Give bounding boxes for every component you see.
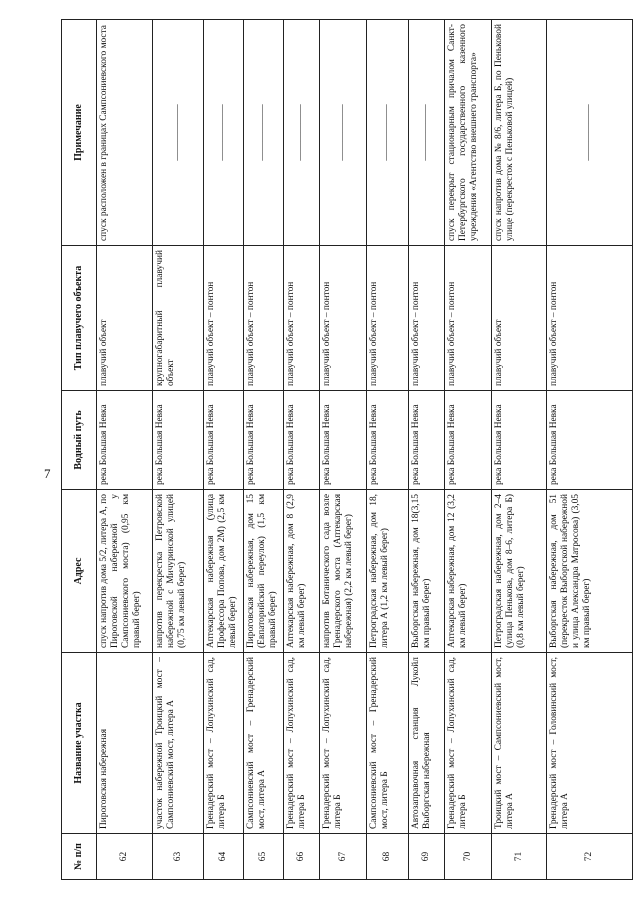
cell-waterway: река Большая Невка [204, 391, 244, 490]
cell-num: 68 [367, 834, 409, 880]
cell-note: —————— [153, 20, 204, 246]
cell-type: плавучий объект – понтон [244, 246, 284, 391]
cell-waterway: река Большая Невка [97, 391, 153, 490]
cell-address: Пироговская набережная, дом 15 (Евпаторийский переулок) (1,5 км правый берег) [244, 490, 284, 653]
cell-name: Пироговская набережная [97, 653, 153, 834]
cell-note: спуск напротив дома № 8/6, литера Б, по Пеньковой улице (перекресток с Пеньковой улицей) [492, 20, 547, 246]
cell-name: участок набережной Троицкий мост – Сампсониевский мост, литера А [153, 653, 204, 834]
cell-type: плавучий объект – понтон [204, 246, 244, 391]
cell-note: —————— [409, 20, 445, 246]
cell-address: Выборгская набережная, дом 18(3,15 км правый берег) [409, 490, 445, 653]
cell-num: 72 [547, 834, 633, 880]
table-row [153, 20, 204, 880]
table-row [445, 20, 492, 880]
objects-table [61, 19, 633, 880]
cell-note: —————— [547, 20, 633, 246]
cell-name: Гренадерский мост – Лопухинский сад, литера Б [320, 653, 367, 834]
cell-waterway: река Большая Невка [244, 391, 284, 490]
cell-num: 71 [492, 834, 547, 880]
cell-waterway: река Большая Невка [153, 391, 204, 490]
header-type: Тип плавучего объекта [62, 246, 97, 391]
cell-name: Гренадерский мост – Головинский мост, литера А [547, 653, 633, 834]
cell-address: Выборгская набережная, дом 51 (перекресток Выборгской набережной и улица Александра Матросова) (3,05 км правый берег) [547, 490, 633, 653]
header-waterway: Водный путь [62, 391, 97, 490]
cell-num: 70 [445, 834, 492, 880]
cell-name: Сампсониевский мост – Гренадерский мост, литера А [244, 653, 284, 834]
table-row [367, 20, 409, 880]
table-row [284, 20, 320, 880]
cell-type: плавучий объект – понтон [320, 246, 367, 391]
table-row [320, 20, 367, 880]
header-address: Адрес [62, 490, 97, 653]
cell-name: Гренадерский мост – Лопухинский сад, литера Б [204, 653, 244, 834]
cell-waterway: река Большая Невка [284, 391, 320, 490]
cell-address: напротив Ботанического сада возле Гренадерского моста (Аптекарская набережная) (2,2 км левый берег) [320, 490, 367, 653]
cell-name: Автозаправочная станция Лукойл Выборгская набережная [409, 653, 445, 834]
cell-type: плавучий объект – понтон [367, 246, 409, 391]
cell-waterway: река Большая Невка [547, 391, 633, 490]
cell-address: Петроградская набережная, дом 2–4 (улица Пенькова, дом 8–6, литера Б) (0,8 км левый берег) [492, 490, 547, 653]
cell-num: 67 [320, 834, 367, 880]
cell-address: спуск напротив дома 5/2, литера А, по Пироговской набережной у Сампсониевского моста) (0,95 км правый берег) [97, 490, 153, 653]
cell-type: плавучий объект – понтон [284, 246, 320, 391]
cell-type: крупногабаритный плавучий объект [153, 246, 204, 391]
cell-num: 64 [204, 834, 244, 880]
cell-note: спуск расположен в границах Сампсониевского моста [97, 20, 153, 246]
header-row [62, 20, 97, 880]
table-row [409, 20, 445, 880]
table-row [97, 20, 153, 880]
cell-name: Троицкий мост – Сампсониевский мост, литера А [492, 653, 547, 834]
cell-type: плавучий объект [97, 246, 153, 391]
cell-note: —————— [284, 20, 320, 246]
table-row [547, 20, 633, 880]
cell-address: Петроградская набережная, дом 18, литера А (1,2 км левый берег) [367, 490, 409, 653]
cell-type: плавучий объект – понтон [409, 246, 445, 391]
cell-type: плавучий объект – понтон [445, 246, 492, 391]
cell-num: 63 [153, 834, 204, 880]
page-number: 7 [44, 466, 51, 481]
table-row [492, 20, 547, 880]
cell-address: напротив перекрестка Петровской набережной с Мичуринской улицей (0,75 км левый берег) [153, 490, 204, 653]
cell-num: 66 [284, 834, 320, 880]
rotated-table-wrapper [61, 20, 632, 880]
cell-waterway: река Большая Невка [445, 391, 492, 490]
header-name: Название участка [62, 653, 97, 834]
cell-note: —————— [204, 20, 244, 246]
cell-waterway: река Большая Невка [409, 391, 445, 490]
cell-note: —————— [320, 20, 367, 246]
cell-waterway: река Большая Невка [492, 391, 547, 490]
cell-waterway: река Большая Невка [320, 391, 367, 490]
cell-name: Гренадерский мост – Лопухинский сад, литера Б [284, 653, 320, 834]
cell-note: —————— [244, 20, 284, 246]
cell-num: 62 [97, 834, 153, 880]
header-num: № п/п [62, 834, 97, 880]
cell-address: Аптекарская набережная, дом 12 (3,2 км левый берег) [445, 490, 492, 653]
cell-num: 69 [409, 834, 445, 880]
cell-num: 65 [244, 834, 284, 880]
table-row [204, 20, 244, 880]
cell-type: плавучий объект [492, 246, 547, 391]
cell-note: —————— [367, 20, 409, 246]
cell-name: Гренадерский мост – Лопухинский сад, литера Б [445, 653, 492, 834]
cell-note: спуск перекрыт стационарным причалом Санкт-Петербургского государственного казенного учреждения «Агентство внешнего транспорта» [445, 20, 492, 246]
table-row [244, 20, 284, 880]
cell-address: Аптекарская набережная, дом 8 (2,9 км левый берег) [284, 490, 320, 653]
cell-waterway: река Большая Невка [367, 391, 409, 490]
cell-type: плавучий объект – понтон [547, 246, 633, 391]
header-note: Примечание [62, 20, 97, 246]
cell-name: Сампсониевский мост – Гренадерский мост, литера Б [367, 653, 409, 834]
cell-address: Аптекарская набережная (улица Профессора Попова, дом 2М) (2,5 км левый берег) [204, 490, 244, 653]
